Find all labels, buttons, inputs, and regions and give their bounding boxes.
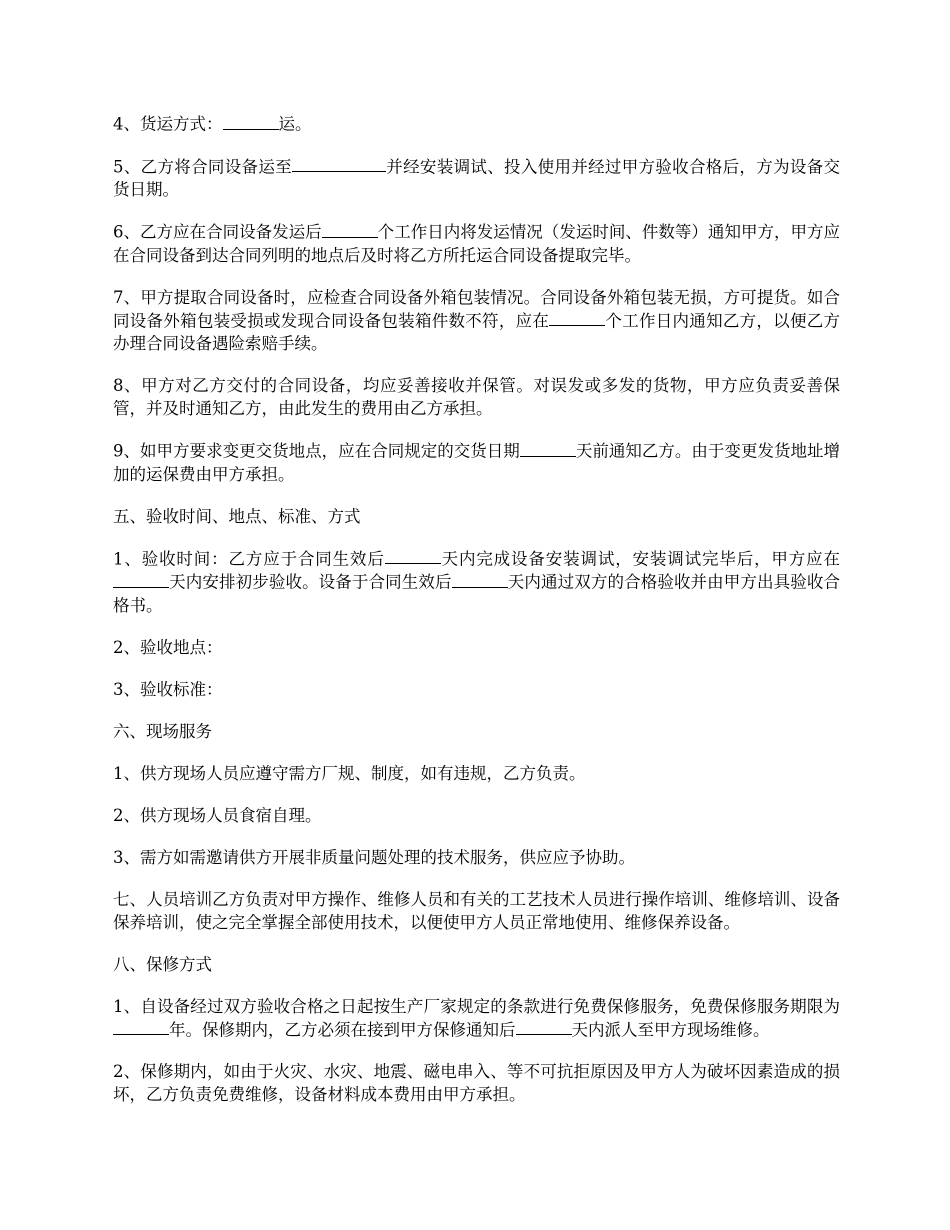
clause-package-inspection bbox=[113, 286, 840, 356]
text-run: 3、需方如需邀请供方开展非质量问题处理的技术服务，供应应予协助。 bbox=[113, 847, 635, 867]
clause-warranty-exclusions bbox=[113, 1060, 840, 1106]
text-run: 六、现场服务 bbox=[113, 721, 212, 741]
clause-warranty-period bbox=[113, 995, 840, 1042]
clause-acceptance-standard bbox=[113, 678, 840, 701]
fill-in-blank bbox=[223, 112, 279, 130]
fill-in-blank bbox=[385, 547, 441, 565]
clause-receipt-custody bbox=[113, 374, 840, 420]
text-run: 2、供方现场人员食宿自理。 bbox=[113, 805, 322, 825]
text-run: 2、保修期内，如由于火灾、水灾、地震、磁电串入、等不可抗拒原因及甲方人为破坏因素造成的损坏，乙方负责免费维修，设备材料成本费用由甲方承担。 bbox=[113, 1062, 840, 1104]
section-heading-acceptance bbox=[113, 505, 840, 528]
text-run: 1、供方现场人员应遵守需方厂规、制度，如有违规，乙方负责。 bbox=[113, 763, 586, 783]
text-run: 6、乙方应在合同设备发运后 bbox=[113, 222, 322, 242]
text-run: 五、验收时间、地点、标准、方式 bbox=[113, 506, 361, 526]
fill-in-blank bbox=[520, 439, 576, 457]
text-run: 天内通过双方的合格验收并由甲方出具验收合格书。 bbox=[113, 572, 841, 615]
text-run: 八、保修方式 bbox=[113, 954, 212, 974]
fill-in-blank bbox=[549, 309, 605, 327]
text-run: 7、甲方提取合同设备时，应检查合同设备外箱包装情况。合同设备外箱包装无损，方可提货。如合同设备外箱包装受损或发现合同设备包装箱件数不符，应在 bbox=[113, 287, 840, 330]
text-run: 8、甲方对乙方交付的合同设备，均应妥善接收并保管。对误发或多发的货物，甲方应负责妥善保管，并及时通知乙方，由此发生的费用由乙方承担。 bbox=[113, 376, 840, 418]
text-run: 1、验收时间：乙方应于合同生效后 bbox=[113, 549, 385, 568]
text-run: 年。保修期内，乙方必须在接到甲方保修通知后 bbox=[169, 1020, 516, 1039]
fill-in-blank bbox=[113, 570, 169, 588]
clause-acceptance-location bbox=[113, 636, 840, 659]
fill-in-blank bbox=[292, 155, 386, 173]
text-run: 天内完成设备安装调试，安装调试完毕后，甲方应在 bbox=[440, 549, 841, 568]
clause-shipping-notice bbox=[113, 220, 840, 267]
text-run: 2、验收地点： bbox=[113, 637, 223, 657]
text-run: 天前通知乙方。由于变更发货地址增加的运保费由甲方承担。 bbox=[113, 441, 841, 484]
text-run: 3、验收标准： bbox=[113, 679, 223, 699]
text-run: 4、货运方式： bbox=[113, 114, 223, 134]
clause-onsite-lodging bbox=[113, 804, 840, 827]
text-run: 天内安排初步验收。设备于合同生效后 bbox=[169, 572, 452, 592]
fill-in-blank bbox=[322, 220, 378, 238]
text-run: 七、人员培训乙方负责对甲方操作、维修人员和有关的工艺技术人员进行操作培训、维修培训、设备保养培训，使之完全掌握全部使用技术，以便使甲方人员正常地使用、维修保养设备。 bbox=[113, 889, 840, 932]
text-run: 并经安装调试、投入使用并经过甲方验收合格后，方为设备交货日期。 bbox=[113, 157, 841, 199]
document-page bbox=[113, 112, 840, 1125]
clause-technical-service bbox=[113, 846, 840, 869]
clause-onsite-rules bbox=[113, 762, 840, 785]
text-run: 个工作日内通知乙方，以便乙方办理合同设备遇险索赔手续。 bbox=[113, 311, 841, 353]
section-training bbox=[113, 888, 840, 934]
text-run: 个工作日内将发运情况（发运时间、件数等）通知甲方，甲方应在合同设备到达合同列明的地点后及时将乙方所托运合同设备提取完毕。 bbox=[113, 222, 841, 265]
text-run: 天内派人至甲方现场维修。 bbox=[571, 1020, 770, 1039]
clause-acceptance-time bbox=[113, 547, 840, 617]
fill-in-blank bbox=[452, 570, 508, 588]
text-run: 1、自设备经过双方验收合格之日起按生产厂家规定的条款进行免费保修服务，免费保修服务期限为 bbox=[113, 996, 840, 1016]
fill-in-blank bbox=[516, 1018, 572, 1036]
section-heading-onsite-service bbox=[113, 720, 840, 743]
clause-change-location bbox=[113, 439, 840, 486]
text-run: 5、乙方将合同设备运至 bbox=[113, 157, 292, 176]
fill-in-blank bbox=[113, 1018, 169, 1036]
clause-delivery-date bbox=[113, 155, 840, 202]
text-run: 9、如甲方要求变更交货地点，应在合同规定的交货日期 bbox=[113, 441, 520, 461]
section-heading-warranty bbox=[113, 953, 840, 976]
text-run: 运。 bbox=[278, 114, 312, 134]
clause-shipping-method bbox=[113, 112, 840, 136]
